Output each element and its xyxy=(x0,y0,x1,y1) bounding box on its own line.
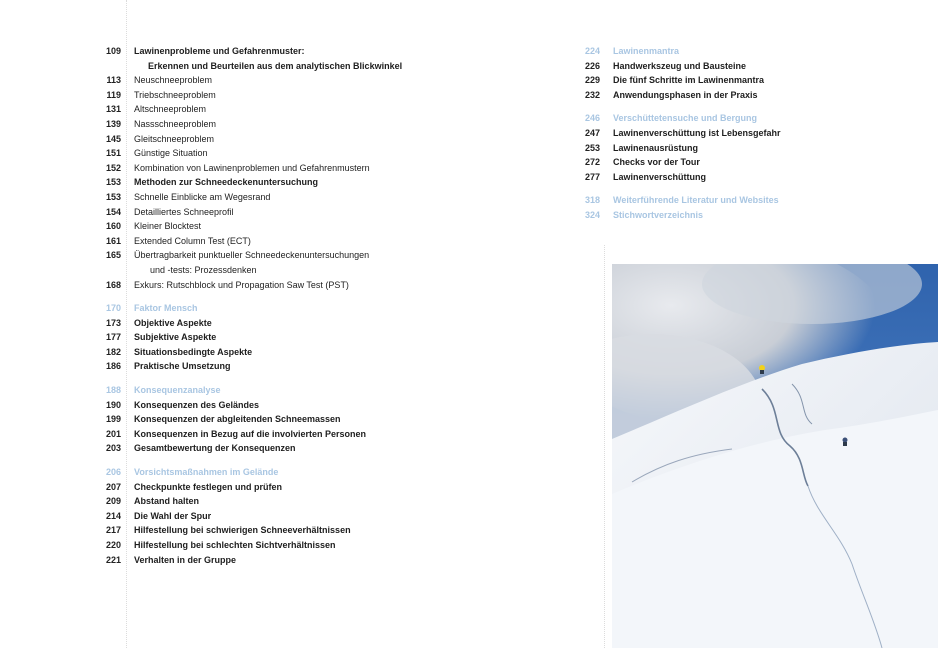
toc-page-number: 168 xyxy=(105,279,121,290)
toc-entry xyxy=(575,73,915,88)
toc-page-number: 224 xyxy=(584,46,600,56)
toc-page-number: 161 xyxy=(105,235,121,246)
toc-section-heading xyxy=(96,383,476,398)
toc-group xyxy=(96,301,476,374)
toc-page-number: 152 xyxy=(105,162,121,173)
toc-entry-title: Situationsbedingte Aspekte xyxy=(134,346,253,357)
toc-entry xyxy=(96,330,476,345)
toc-entry-title: Kombination von Lawinenproblemen und Gefahrenmustern xyxy=(134,162,370,173)
toc-entry xyxy=(96,146,476,161)
toc-entry-title: Nassschneeproblem xyxy=(134,118,217,129)
toc-entry-title: Günstige Situation xyxy=(134,148,208,159)
toc-entry xyxy=(96,427,476,442)
toc-page-number: 190 xyxy=(105,399,121,410)
toc-entry-title: Die fünf Schritte im Lawinenmantra xyxy=(613,75,765,86)
toc-entry xyxy=(96,205,476,220)
toc-entry xyxy=(96,278,476,293)
toc-page-number: 177 xyxy=(105,332,121,343)
toc-page-number: 109 xyxy=(105,46,121,56)
toc-entry-title: Schnelle Einblicke am Wegesrand xyxy=(134,191,271,202)
toc-page-number: 139 xyxy=(105,118,121,129)
toc-entry-title: Stichwortverzeichnis xyxy=(613,209,704,220)
toc-entry-title: Hilfestellung bei schlechten Sichtverhältnissen xyxy=(134,540,336,550)
toc-group xyxy=(575,193,915,222)
toc-entry-title: Subjektive Aspekte xyxy=(134,332,217,343)
toc-entry xyxy=(96,509,476,524)
toc-entry-title: Methoden zur Schneedeckenuntersuchung xyxy=(134,177,319,188)
avalanche-photo xyxy=(612,264,938,648)
toc-entry-title: Verhalten in der Gruppe xyxy=(134,554,237,565)
toc-entry xyxy=(96,59,476,74)
toc-page-number: 253 xyxy=(584,142,600,153)
toc-entry-title: Objektive Aspekte xyxy=(134,317,212,328)
toc-entry-title: Lawinenausrüstung xyxy=(613,142,699,153)
toc-page-number: 188 xyxy=(105,385,121,396)
toc-entry-title: Praktische Umsetzung xyxy=(134,361,231,372)
toc-page-number: 272 xyxy=(584,157,600,168)
toc-entry-title: Checkpunkte festlegen und prüfen xyxy=(134,481,283,492)
toc-entry xyxy=(96,316,476,331)
toc-entry-title: Vorsichtsmaßnahmen im Gelände xyxy=(134,467,279,478)
toc-page-number: 203 xyxy=(105,443,121,454)
toc-page-number: 199 xyxy=(105,414,121,425)
toc-entry xyxy=(575,155,915,170)
toc-page-number: 182 xyxy=(105,346,121,357)
toc-entry-title: Gleitschneeproblem xyxy=(134,133,215,144)
toc-entry xyxy=(96,88,476,103)
toc-entry xyxy=(96,494,476,509)
toc-entry xyxy=(96,412,476,427)
toc-group xyxy=(96,44,476,292)
toc-entry xyxy=(96,117,476,132)
toc-entry xyxy=(96,553,476,568)
toc-entry-title: Triebschneeproblem xyxy=(134,89,216,100)
toc-page-number: 247 xyxy=(584,127,600,138)
toc-page-number: 145 xyxy=(105,133,121,144)
toc-entry xyxy=(96,73,476,88)
toc-page-number: 113 xyxy=(106,75,121,86)
toc-page-number: 206 xyxy=(105,467,121,478)
toc-page-number: 170 xyxy=(105,303,121,314)
toc-entry-title: Checks vor der Tour xyxy=(613,157,700,168)
toc-page-number: 277 xyxy=(584,171,600,182)
toc-page-number: 209 xyxy=(105,496,121,507)
toc-page-number: 221 xyxy=(105,554,121,565)
toc-page-number: 217 xyxy=(105,525,121,536)
toc-entry xyxy=(96,44,476,59)
toc-page-number: 229 xyxy=(584,75,600,86)
toc-page-number: 160 xyxy=(105,221,121,232)
toc-page-number: 165 xyxy=(105,250,121,261)
toc-entry-title: Verschüttetensuche und Bergung xyxy=(613,113,758,124)
toc-entry-title: Gesamtbewertung der Konsequenzen xyxy=(134,443,296,454)
toc-page-number: 119 xyxy=(106,89,121,100)
toc-entry-title: Neuschneeproblem xyxy=(134,75,213,86)
toc-entry-title: Lawinenmantra xyxy=(613,46,680,56)
toc-entry xyxy=(575,59,915,74)
toc-page-number: 173 xyxy=(105,317,121,328)
toc-entry xyxy=(575,170,915,185)
toc-group xyxy=(575,111,915,184)
toc-entry xyxy=(96,161,476,176)
toc-group xyxy=(96,383,476,456)
toc-page-number: 207 xyxy=(105,481,121,492)
toc-entry-title: Erkennen und Beurteilen aus dem analytischen Blickwinkel xyxy=(148,60,403,71)
toc-entry-title: Übertragbarkeit punktueller Schneedeckenuntersuchungen xyxy=(134,250,370,261)
toc-entry-title: Kleiner Blocktest xyxy=(134,221,202,232)
toc-left-column xyxy=(96,44,476,576)
toc-page-number: 232 xyxy=(584,89,600,100)
toc-entry-title: Abstand halten xyxy=(134,496,200,507)
toc-entry xyxy=(96,480,476,495)
toc-entry-title: Detailliertes Schneeprofil xyxy=(134,206,234,217)
toc-page-number: 324 xyxy=(584,209,600,220)
right-gutter-line xyxy=(604,245,605,648)
toc-page-number: 153 xyxy=(105,191,121,202)
toc-section-heading xyxy=(96,465,476,480)
toc-entry-title: Lawinenverschüttung ist Lebensgefahr xyxy=(613,127,781,138)
toc-section-heading xyxy=(96,301,476,316)
toc-entry xyxy=(96,248,476,263)
toc-entry-title: Konsequenzanalyse xyxy=(134,385,221,396)
toc-entry xyxy=(96,175,476,190)
toc-page-number: 220 xyxy=(105,540,121,550)
toc-entry-title: Konsequenzen der abgleitenden Schneemassen xyxy=(134,414,341,425)
toc-page-number: 153 xyxy=(105,177,121,188)
toc-page-number: 151 xyxy=(105,148,121,159)
toc-entry xyxy=(96,102,476,117)
toc-entry xyxy=(96,219,476,234)
toc-entry-title: Extended Column Test (ECT) xyxy=(134,235,251,246)
toc-entry xyxy=(96,523,476,538)
toc-entry-title: Die Wahl der Spur xyxy=(134,510,212,521)
toc-entry xyxy=(96,190,476,205)
toc-entry-title: Anwendungsphasen in der Praxis xyxy=(613,89,758,100)
toc-entry xyxy=(96,359,476,374)
toc-entry xyxy=(575,126,915,141)
toc-entry-title: Faktor Mensch xyxy=(134,303,198,314)
toc-entry xyxy=(96,538,476,553)
toc-page-number: 186 xyxy=(105,361,121,372)
toc-entry xyxy=(575,88,915,103)
toc-page-number: 154 xyxy=(105,206,121,217)
toc-entry-title: Lawinenprobleme und Gefahrenmuster: xyxy=(134,46,305,56)
toc-page-number: 201 xyxy=(105,428,121,439)
toc-entry xyxy=(96,398,476,413)
toc-entry xyxy=(575,141,915,156)
toc-page-number: 131 xyxy=(105,104,121,115)
toc-entry-title: Konsequenzen des Geländes xyxy=(134,399,260,410)
toc-group xyxy=(575,44,915,102)
toc-page-number: 318 xyxy=(584,195,600,206)
toc-entry-title: Handwerkszeug und Bausteine xyxy=(613,60,747,71)
toc-entry-title: Lawinenverschüttung xyxy=(613,171,707,182)
toc-entry-title: Exkurs: Rutschblock und Propagation Saw Test (PST) xyxy=(134,279,349,290)
toc-entry xyxy=(96,132,476,147)
toc-entry xyxy=(96,345,476,360)
toc-page-number: 226 xyxy=(584,60,600,71)
toc-entry xyxy=(96,441,476,456)
toc-group xyxy=(96,465,476,567)
toc-page-number: 246 xyxy=(584,113,600,124)
toc-right-column xyxy=(575,44,915,232)
toc-section-heading xyxy=(575,193,915,208)
toc-page-number: 214 xyxy=(105,510,121,521)
toc-section-heading xyxy=(575,208,915,223)
toc-entry-title: Hilfestellung bei schwierigen Schneeverhältnissen xyxy=(134,525,351,536)
toc-entry xyxy=(96,234,476,249)
toc-entry-title: und -tests: Prozessdenken xyxy=(150,264,257,275)
toc-entry-title: Altschneeproblem xyxy=(134,104,207,115)
toc-entry-title: Weiterführende Literatur und Websites xyxy=(613,195,779,206)
toc-section-heading xyxy=(575,44,915,59)
toc-entry-title: Konsequenzen in Bezug auf die involvierten Personen xyxy=(134,428,367,439)
toc-section-heading xyxy=(575,111,915,126)
toc-entry xyxy=(96,263,476,278)
